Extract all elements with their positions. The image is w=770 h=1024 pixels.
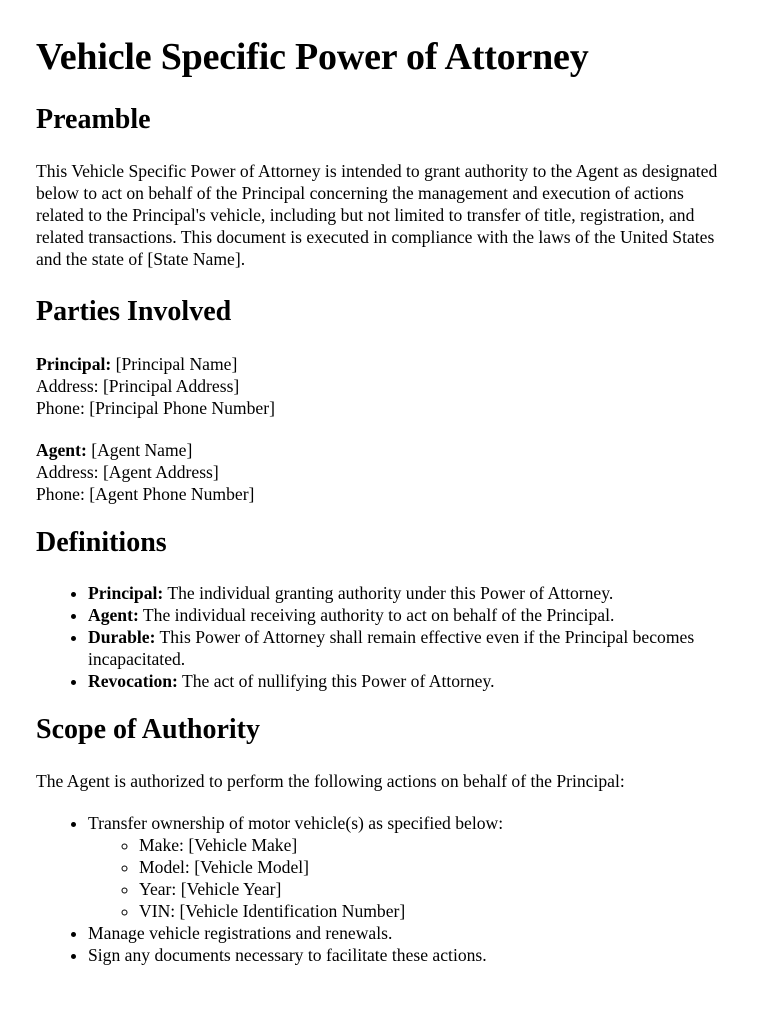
scope-item: • Sign any documents necessary to facilitate these actions.: [88, 944, 734, 966]
vehicle-make: ◦ Make: [Vehicle Make]: [139, 834, 734, 856]
parties-heading: Parties Involved: [36, 296, 232, 327]
preamble-text: This Vehicle Specific Power of Attorney is intended to grant authority to the Agent as designated below to act on behalf of the Principal concerning the management and execution of actions related to the Principal's vehicle, including but not limited to transfer of title, registration, and related transactions. This document is executed in compliance with the laws of the United States and the state of [State Name].: [36, 161, 718, 269]
vehicle-details-list: [88, 834, 734, 922]
definition-item: [88, 670, 734, 692]
definition-text: The individual granting authority under this Power of Attorney.: [163, 583, 614, 603]
definition-term: Durable:: [88, 627, 156, 647]
preamble-heading: Preamble: [36, 104, 151, 135]
principal-name: [Principal Name]: [111, 354, 238, 374]
parties-section: [36, 295, 734, 505]
definition-text: The act of nullifying this Power of Attorney.: [177, 671, 495, 691]
definitions-section: [36, 526, 734, 692]
principal-name-line: [36, 353, 734, 375]
principal-address: Address: [Principal Address]: [36, 376, 240, 396]
agent-block: [36, 439, 734, 505]
definition-term: Agent:: [88, 605, 139, 625]
agent-name-line: [36, 439, 734, 461]
definition-text: This Power of Attorney shall remain effective even if the Principal becomes incapacitated.: [88, 627, 695, 669]
scope-list: [36, 812, 734, 966]
principal-phone: Phone: [Principal Phone Number]: [36, 398, 275, 418]
scope-section: [36, 713, 734, 966]
preamble-section: [36, 103, 734, 270]
definition-item: [88, 626, 734, 670]
definition-text: The individual receiving authority to act on behalf of the Principal.: [138, 605, 615, 625]
scope-item-text: Transfer ownership of motor vehicle(s) as specified below:: [88, 813, 504, 833]
scope-heading: Scope of Authority: [36, 714, 260, 745]
scope-intro: The Agent is authorized to perform the following actions on behalf of the Principal:: [36, 771, 625, 791]
vehicle-year: ◦ Year: [Vehicle Year]: [139, 878, 734, 900]
principal-block: [36, 353, 734, 419]
definition-term: Principal:: [88, 583, 164, 603]
agent-label: Agent:: [36, 440, 87, 460]
definition-item: [88, 582, 734, 604]
vehicle-vin: ◦ VIN: [Vehicle Identification Number]: [139, 900, 734, 922]
definition-item: [88, 604, 734, 626]
agent-phone: Phone: [Agent Phone Number]: [36, 484, 255, 504]
agent-name: [Agent Name]: [86, 440, 193, 460]
vehicle-model: ◦ Model: [Vehicle Model]: [139, 856, 734, 878]
definition-term: Revocation:: [88, 671, 178, 691]
scope-item: • Manage vehicle registrations and renewals.: [88, 922, 734, 944]
scope-item: [88, 812, 734, 922]
definitions-list: [36, 582, 734, 692]
principal-label: Principal:: [36, 354, 112, 374]
definitions-heading: Definitions: [36, 527, 167, 558]
document-title: Vehicle Specific Power of Attorney: [36, 36, 589, 78]
agent-address: Address: [Agent Address]: [36, 462, 219, 482]
